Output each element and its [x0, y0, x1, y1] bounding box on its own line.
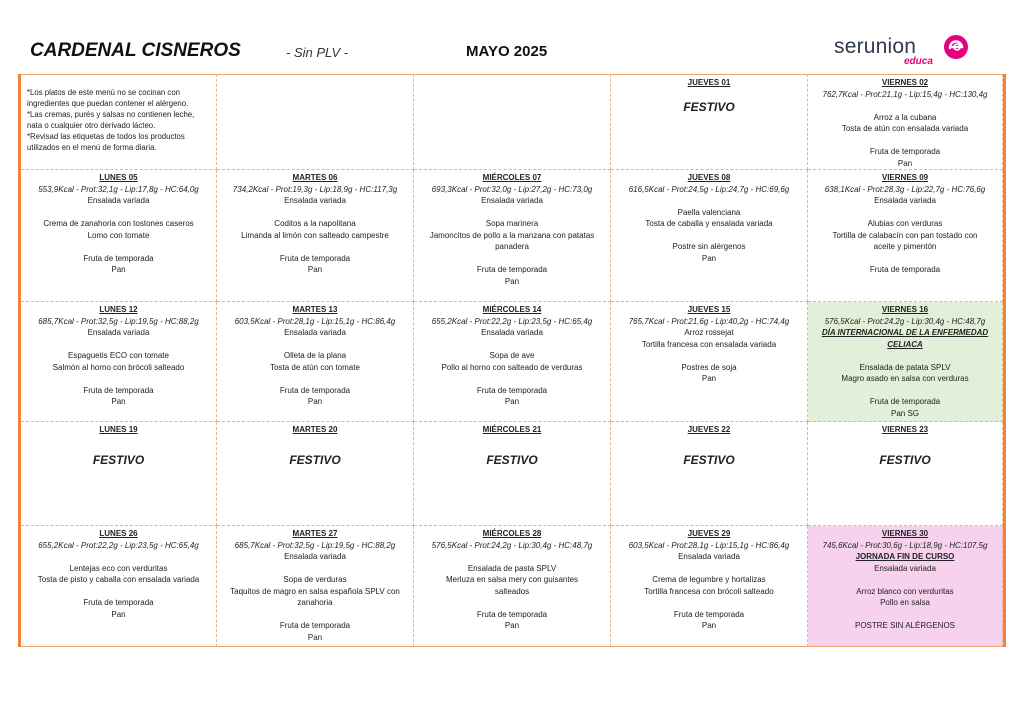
- spacer: [217, 436, 413, 455]
- day-label: VIERNES 30: [881, 529, 929, 538]
- menu-dish: Tortilla francesa con brócoli salteado: [644, 586, 774, 596]
- spacer: [217, 241, 413, 253]
- day-label: JUEVES 01: [687, 78, 731, 87]
- menu-dish: Ensalada variada: [284, 196, 346, 205]
- menu-dish: panadera: [495, 242, 529, 251]
- menu-dish: Alubias con verduras: [867, 219, 943, 228]
- menu-dish: Fruta de temporada: [279, 621, 351, 630]
- menu-dish: Ensalada variada: [87, 328, 150, 337]
- menu-dish: Paella valenciana: [677, 207, 741, 217]
- nutrition-info: 655,2Kcal - Prot:22,2g - Lip:23,5g - HC:65,4g: [431, 316, 593, 326]
- menu-dish: zanahoria: [297, 598, 333, 607]
- spacer: [21, 551, 216, 563]
- day-label: VIERNES 23: [881, 425, 929, 434]
- menu-dish: Tosta de caballa y ensalada variada: [645, 219, 773, 228]
- holiday-label: FESTIVO: [486, 452, 538, 467]
- day-label: LUNES 12: [99, 305, 138, 314]
- day-cell: [217, 422, 414, 526]
- menu-dish: Arroz a la cubana: [873, 112, 937, 122]
- menu-dish: Tortilla de calabacín con pan tostado con: [832, 230, 978, 240]
- menu-dish: Limanda al limón con salteado campestre: [241, 230, 389, 240]
- spacer: [414, 373, 610, 385]
- spacer: [611, 350, 807, 362]
- day-cell: [21, 422, 217, 526]
- menu-dish: Sopa de ave: [489, 351, 535, 360]
- menu-dish: Ensalada variada: [481, 328, 543, 337]
- menu-dish: Ensalada de pasta SPLV: [467, 563, 557, 573]
- spacer: [611, 563, 807, 575]
- menu-dish: Ensalada variada: [284, 328, 346, 337]
- menu-dish: Ensalada variada: [874, 563, 936, 573]
- menu-dish: Coditos a la napolitana: [274, 219, 356, 228]
- nutrition-info: 616,5Kcal - Prot:24,5g - Lip:24,7g - HC:69,6g: [628, 184, 790, 194]
- menu-dish: Crema de legumbre y hortalizas: [652, 575, 766, 584]
- menu-dish: Ensalada variada: [481, 196, 543, 205]
- special-event-label: JORNADA FIN DE CURSO: [855, 552, 955, 561]
- right-accent-bar: [1003, 74, 1006, 647]
- day-cell: [21, 170, 217, 302]
- menu-dish: Pan: [701, 621, 717, 630]
- spacer: [21, 207, 216, 219]
- allergen-note: *Las cremas, purés y salsas no contienen leche, nata o cualquier otro derivado lácteo.: [27, 110, 195, 130]
- allergen-note: *Los platos de este menú no se cocinan con ingredientes que puedan contener el alérgeno.: [27, 88, 189, 108]
- menu-dish: Arroz rossejat: [684, 328, 734, 337]
- spacer: [217, 609, 413, 621]
- menu-dish: Ensalada variada: [87, 196, 150, 205]
- day-label: JUEVES 15: [687, 305, 731, 314]
- day-label: MIÉRCOLES 14: [482, 305, 542, 314]
- nutrition-info: 638,1Kcal - Prot:28,3g - Lip:22,7g - HC:76,6g: [824, 184, 986, 194]
- menu-dish: Postre sin alérgenos: [672, 242, 746, 251]
- holiday-label: FESTIVO: [683, 99, 735, 114]
- nutrition-info: 765,7Kcal - Prot:21,6g - Lip:40,2g - HC:74,4g: [628, 316, 790, 326]
- holiday-label: FESTIVO: [879, 452, 931, 467]
- day-cell: [808, 170, 1003, 302]
- spacer: [414, 207, 610, 219]
- menu-dish: Tosta de atún con tomate: [270, 362, 360, 372]
- menu-dish: Pan SG: [890, 408, 919, 418]
- spacer: [414, 339, 610, 351]
- menu-dish: Pollo al horno con salteado de verduras: [441, 362, 583, 372]
- day-cell: [611, 422, 808, 526]
- spacer: [808, 436, 1002, 455]
- menu-dish: Pan: [307, 397, 323, 406]
- menu-dish: Sopa marinera: [485, 219, 539, 228]
- day-label: MIÉRCOLES 28: [482, 529, 542, 538]
- menu-dish: Lomo con tomate: [87, 230, 150, 240]
- spacer: [414, 253, 610, 265]
- allergen-note: *Revisad las etiquetas de todos los productos utilizados en el menú de forma diaria.: [27, 132, 185, 152]
- day-cell: [21, 302, 217, 422]
- spacer: [808, 574, 1002, 586]
- spacer: [414, 551, 610, 563]
- day-label: LUNES 19: [99, 425, 138, 434]
- menu-dish: Pan: [111, 397, 126, 406]
- day-cell: [808, 74, 1003, 170]
- nutrition-info: 655,2Kcal - Prot:22,2g - Lip:23,5g - HC:65,4g: [38, 540, 199, 550]
- day-label: JUEVES 22: [687, 425, 731, 434]
- menu-dish: Fruta de temporada: [869, 397, 941, 406]
- day-label: JUEVES 08: [687, 173, 731, 182]
- day-cell: [414, 526, 611, 647]
- day-cell: [611, 526, 808, 647]
- menu-calendar: [18, 74, 1006, 647]
- spacer: [808, 350, 1002, 362]
- menu-dish: Fruta de temporada: [83, 598, 154, 607]
- spacer: [217, 207, 413, 219]
- day-label: MARTES 06: [292, 173, 338, 182]
- menu-dish: Pan: [897, 158, 913, 168]
- day-label: MARTES 13: [292, 305, 338, 314]
- nutrition-info: 576,5Kcal - Prot:24,2g - Lip:30,4g - HC:48,7g: [824, 316, 986, 326]
- menu-dish: Tosta de atún con ensalada variada: [841, 124, 969, 133]
- holiday-label: FESTIVO: [92, 452, 145, 467]
- menu-dish: Ensalada variada: [284, 552, 346, 561]
- empty-day-cell: [414, 74, 611, 170]
- spacer: [21, 241, 216, 253]
- spacer: [611, 436, 807, 455]
- day-cell: [21, 526, 217, 647]
- day-cell: [414, 170, 611, 302]
- menu-dish: Espaguetis ECO con tomate: [68, 351, 169, 360]
- spacer: [217, 339, 413, 351]
- spacer: [808, 385, 1002, 397]
- menu-dish: Pan: [701, 253, 717, 263]
- spacer: [611, 597, 807, 609]
- day-label: MARTES 20: [292, 425, 338, 434]
- menu-dish: Olleta de la plana: [283, 351, 347, 360]
- menu-dish: Pan: [111, 609, 126, 619]
- spacer: [21, 373, 216, 385]
- menu-dish: Pan: [307, 265, 323, 274]
- menu-dish: Tosta de pisto y caballa con ensalada variada: [37, 575, 200, 584]
- nutrition-info: 603,5Kcal - Prot:28,1g - Lip:15,1g - HC:86,4g: [628, 540, 790, 550]
- spacer: [808, 100, 1002, 112]
- menu-dish: salteados: [494, 586, 530, 596]
- allergen-notes-cell: [21, 74, 217, 170]
- day-label: MIÉRCOLES 07: [482, 173, 542, 182]
- day-label: VIERNES 02: [881, 78, 929, 87]
- menu-dish: Ensalada de patata SPLV: [859, 362, 951, 372]
- menu-dish: Ensalada variada: [874, 196, 936, 205]
- month-title: MAYO 2025: [466, 43, 548, 60]
- menu-dish: Magro asado en salsa con verduras: [841, 374, 969, 383]
- menu-dish: Pan: [504, 397, 520, 406]
- spacer: [414, 597, 610, 609]
- spacer: [21, 436, 216, 455]
- menu-dish: Fruta de temporada: [279, 253, 351, 263]
- day-cell: [808, 526, 1003, 647]
- menu-dish: Pan: [504, 621, 520, 630]
- day-label: VIERNES 16: [881, 305, 929, 314]
- menu-dish: Arroz blanco con verduritas: [856, 586, 954, 596]
- menu-dish: Fruta de temporada: [476, 265, 548, 274]
- menu-dish: Merluza en salsa mery con guisantes: [445, 575, 579, 584]
- day-cell: [808, 302, 1003, 422]
- menu-dish: Crema de zanahoria con tostones caseros: [43, 219, 194, 228]
- logo-subtext: educa: [904, 56, 933, 67]
- spacer: [611, 195, 807, 207]
- nutrition-info: 603,5Kcal - Prot:28,1g - Lip:15,1g - HC:86,4g: [234, 316, 396, 326]
- menu-dish: Fruta de temporada: [83, 385, 154, 395]
- spacer: [808, 207, 1002, 219]
- day-label: MARTES 27: [292, 529, 338, 538]
- spacer: [21, 586, 216, 598]
- menu-dish: Pollo en salsa: [880, 598, 930, 607]
- menu-dish: Fruta de temporada: [279, 385, 351, 395]
- spacer: [414, 436, 610, 455]
- menu-dish: Fruta de temporada: [83, 253, 154, 263]
- menu-dish: Lentejas eco con verduritas: [69, 563, 168, 573]
- serunion-logo: [834, 33, 974, 69]
- menu-dish: Postres de soja: [681, 362, 737, 372]
- day-label: MIÉRCOLES 21: [482, 425, 542, 434]
- spacer: [808, 135, 1002, 147]
- spacer: [611, 230, 807, 242]
- menu-dish: Pan: [504, 276, 520, 286]
- logo-wordmark: serunion: [834, 35, 917, 58]
- holiday-label: FESTIVO: [683, 452, 735, 467]
- nutrition-info: 553,9Kcal - Prot:32,1g - Lip:17,8g - HC:64,0g: [38, 184, 199, 194]
- menu-dish: Pan: [111, 265, 126, 274]
- menu-dish: aceite y pimentón: [873, 242, 937, 251]
- day-cell: [611, 74, 808, 170]
- menu-dish: Ensalada variada: [678, 552, 740, 561]
- menu-dish: Salmón al horno con brócoli salteado: [52, 362, 185, 372]
- nutrition-info: 762,7Kcal - Prot:21,1g - Lip:15,4g - HC:130,4g: [822, 89, 988, 99]
- nutrition-info: 685,7Kcal - Prot:32,5g - Lip:19,5g - HC:88,2g: [38, 316, 199, 326]
- school-title: CARDENAL CISNEROS: [30, 40, 241, 61]
- spacer: [808, 253, 1002, 265]
- day-label: LUNES 05: [99, 173, 138, 182]
- menu-dish: Pan: [307, 632, 323, 642]
- menu-dish: Sopa de verduras: [283, 575, 347, 584]
- nutrition-info: 693,3Kcal - Prot:32,0g - Lip:27,2g - HC:73,0g: [431, 184, 593, 194]
- day-cell: [611, 302, 808, 422]
- menu-dish: Jamoncitos de pollo a la manzana con patatas: [429, 230, 595, 240]
- day-label: VIERNES 09: [881, 173, 929, 182]
- empty-day-cell: [217, 74, 414, 170]
- menu-dish: Fruta de temporada: [869, 147, 941, 156]
- nutrition-info: 745,6Kcal - Prot:30,6g - Lip:18,9g - HC:107,5g: [822, 540, 988, 550]
- day-cell: [217, 170, 414, 302]
- nutrition-info: 685,7Kcal - Prot:32,5g - Lip:19,5g - HC:88,2g: [234, 540, 396, 550]
- menu-dish: Fruta de temporada: [476, 385, 548, 395]
- spacer: [808, 609, 1002, 621]
- menu-dish: Tortilla francesa con ensalada variada: [641, 339, 777, 349]
- day-cell: [414, 302, 611, 422]
- day-cell: [414, 422, 611, 526]
- nutrition-info: 576,5Kcal - Prot:24,2g - Lip:30,4g - HC:48,7g: [431, 540, 593, 550]
- nutrition-info: 734,2Kcal - Prot:19,3g - Lip:18,9g - HC:117,3g: [232, 184, 398, 194]
- menu-dish: Taquitos de magro en salsa española SPLV con: [230, 586, 400, 596]
- holiday-label: FESTIVO: [289, 452, 341, 467]
- special-event-label: DÍA INTERNACIONAL DE LA ENFERMEDAD CELIACA: [821, 328, 989, 349]
- day-cell: [611, 170, 808, 302]
- menu-dish: Fruta de temporada: [869, 265, 941, 274]
- logo-swirl-icon: [942, 33, 970, 61]
- day-cell: [217, 302, 414, 422]
- spacer: [21, 339, 216, 351]
- menu-dish: Fruta de temporada: [476, 609, 548, 619]
- day-cell: [217, 526, 414, 647]
- menu-dish: POSTRE SIN ALÉRGENOS: [854, 621, 956, 630]
- day-label: LUNES 26: [99, 529, 138, 538]
- spacer: [217, 373, 413, 385]
- menu-dish: Pan: [701, 374, 717, 383]
- menu-subtitle: - Sin PLV -: [286, 45, 349, 60]
- day-label: JUEVES 29: [687, 529, 731, 538]
- menu-dish: Fruta de temporada: [673, 609, 745, 619]
- day-cell: [808, 422, 1003, 526]
- spacer: [217, 563, 413, 575]
